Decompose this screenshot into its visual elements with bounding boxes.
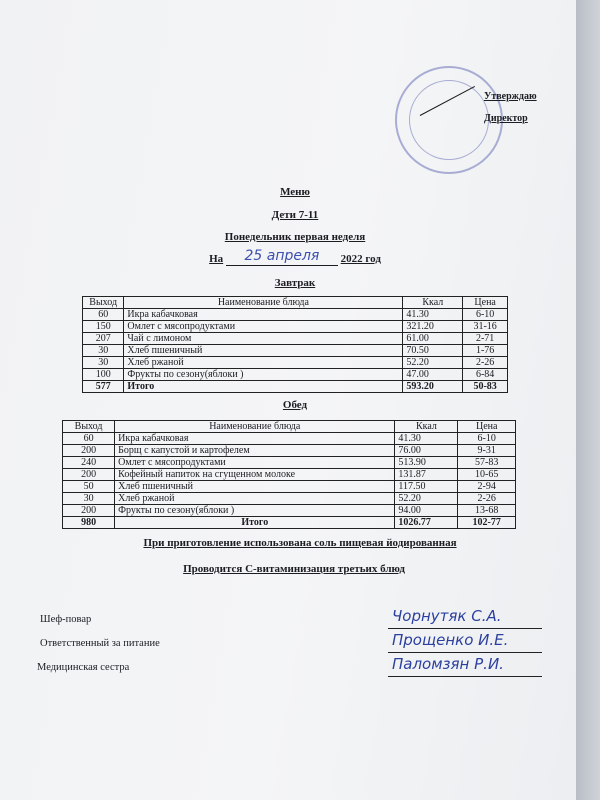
cell-output: 240 <box>63 457 115 469</box>
signature-line <box>388 628 542 629</box>
table-row <box>63 445 516 457</box>
table-row <box>83 333 508 345</box>
lunch-table <box>62 420 516 529</box>
cell-dish: Икра кабачковая <box>115 433 395 445</box>
table-row <box>63 433 516 445</box>
table-row <box>83 369 508 381</box>
table-row <box>63 493 516 505</box>
cell-price: 13-68 <box>458 505 516 517</box>
cell-price: 9-31 <box>458 445 516 457</box>
signature-handwritten: Прощенко И.Е. <box>392 631 509 649</box>
cell-kcal: 131.87 <box>395 469 458 481</box>
cell-output: 30 <box>83 357 124 369</box>
cell-output: 200 <box>63 445 115 457</box>
date-suffix: 2022 год <box>340 253 381 265</box>
cell-dish: Омлет с мясопродуктами <box>124 321 403 333</box>
cell-kcal: 321.20 <box>403 321 463 333</box>
table-row <box>63 505 516 517</box>
page-title: Меню <box>280 186 310 198</box>
cell-price: 2-71 <box>463 333 508 345</box>
cell-price: 6-84 <box>463 369 508 381</box>
cell-kcal: 94.00 <box>395 505 458 517</box>
cell-kcal: 52.20 <box>403 357 463 369</box>
signature-role: Ответственный за питание <box>40 638 160 649</box>
cell-output: 207 <box>83 333 124 345</box>
cell-dish: Кофейный напиток на сгущенном молоке <box>115 469 395 481</box>
cell-dish: Хлеб пшеничный <box>115 481 395 493</box>
cell-dish: Хлеб ржаной <box>115 493 395 505</box>
total-row <box>83 381 508 393</box>
cell-output: 60 <box>63 433 115 445</box>
vitamin-note: Проводится С-витаминизация третьих блюд <box>183 563 405 575</box>
cell-kcal: 41.30 <box>395 433 458 445</box>
cell-output: 50 <box>63 481 115 493</box>
day-label: Понедельник первая неделя <box>224 231 366 243</box>
signature-handwritten: Чорнутяк С.А. <box>392 607 502 625</box>
cell-price: 10-65 <box>458 469 516 481</box>
cell-dish: Хлеб ржаной <box>124 357 403 369</box>
cell-dish: Фрукты по сезону(яблоки ) <box>115 505 395 517</box>
cell-kcal: 61.00 <box>403 333 463 345</box>
cell-dish: Борщ с капустой и картофелем <box>115 445 395 457</box>
cell-output: 30 <box>83 345 124 357</box>
cell-kcal: 513.90 <box>395 457 458 469</box>
col-output: Выход <box>83 297 124 309</box>
cell-dish: Икра кабачковая <box>124 309 403 321</box>
cell-price: 6-10 <box>463 309 508 321</box>
signature-line <box>388 676 542 677</box>
cell-price: 2-26 <box>463 357 508 369</box>
table-row <box>63 469 516 481</box>
cell-output: 100 <box>83 369 124 381</box>
signature-handwritten: Паломзян Р.И. <box>392 655 504 673</box>
breakfast-heading: Завтрак <box>274 277 316 289</box>
cell-kcal: 70.50 <box>403 345 463 357</box>
col-price: Цена <box>458 421 516 433</box>
cell-output: 200 <box>63 505 115 517</box>
table-row <box>63 457 516 469</box>
date-prefix: На <box>209 253 224 265</box>
signature-line <box>388 652 542 653</box>
cell-dish: Фрукты по сезону(яблоки ) <box>124 369 403 381</box>
date-line <box>0 250 590 268</box>
cell-price: 2-94 <box>458 481 516 493</box>
total-price: 102-77 <box>458 517 516 529</box>
salt-note: При приготовление использована соль пищевая йодированная <box>143 537 457 549</box>
col-price: Цена <box>463 297 508 309</box>
cell-price: 2-26 <box>458 493 516 505</box>
cell-kcal: 41.30 <box>403 309 463 321</box>
lunch-heading: Обед <box>282 399 308 411</box>
total-output: 577 <box>83 381 124 393</box>
col-name: Наименование блюда <box>115 421 395 433</box>
total-label: Итого <box>124 381 403 393</box>
total-price: 50-83 <box>463 381 508 393</box>
signature-role: Медицинская сестра <box>37 662 130 673</box>
cell-output: 30 <box>63 493 115 505</box>
table-row <box>83 309 508 321</box>
cell-output: 150 <box>83 321 124 333</box>
cell-kcal: 47.00 <box>403 369 463 381</box>
col-kcal: Ккал <box>403 297 463 309</box>
table-row <box>83 321 508 333</box>
cell-output: 60 <box>83 309 124 321</box>
table-row <box>63 481 516 493</box>
signature-role: Шеф-повар <box>40 614 92 625</box>
children-age: Дети 7-11 <box>271 209 319 221</box>
table-row <box>83 357 508 369</box>
cell-output: 200 <box>63 469 115 481</box>
approve-label: Утверждаю <box>484 91 537 102</box>
cell-price: 1-76 <box>463 345 508 357</box>
cell-dish: Хлеб пшеничный <box>124 345 403 357</box>
total-output: 980 <box>63 517 115 529</box>
director-label: Директор <box>484 113 528 124</box>
total-kcal: 1026.77 <box>395 517 458 529</box>
table-row <box>83 345 508 357</box>
total-row <box>63 517 516 529</box>
total-label: Итого <box>115 517 395 529</box>
cell-dish: Чай с лимоном <box>124 333 403 345</box>
col-output: Выход <box>63 421 115 433</box>
col-name: Наименование блюда <box>124 297 403 309</box>
cell-price: 57-83 <box>458 457 516 469</box>
date-handwritten: 25 апреля <box>244 248 320 264</box>
cell-kcal: 117.50 <box>395 481 458 493</box>
cell-kcal: 76.00 <box>395 445 458 457</box>
cell-kcal: 52.20 <box>395 493 458 505</box>
total-kcal: 593.20 <box>403 381 463 393</box>
cell-dish: Омлет с мясопродуктами <box>115 457 395 469</box>
cell-price: 31-16 <box>463 321 508 333</box>
col-kcal: Ккал <box>395 421 458 433</box>
breakfast-table <box>82 296 508 393</box>
cell-price: 6-10 <box>458 433 516 445</box>
